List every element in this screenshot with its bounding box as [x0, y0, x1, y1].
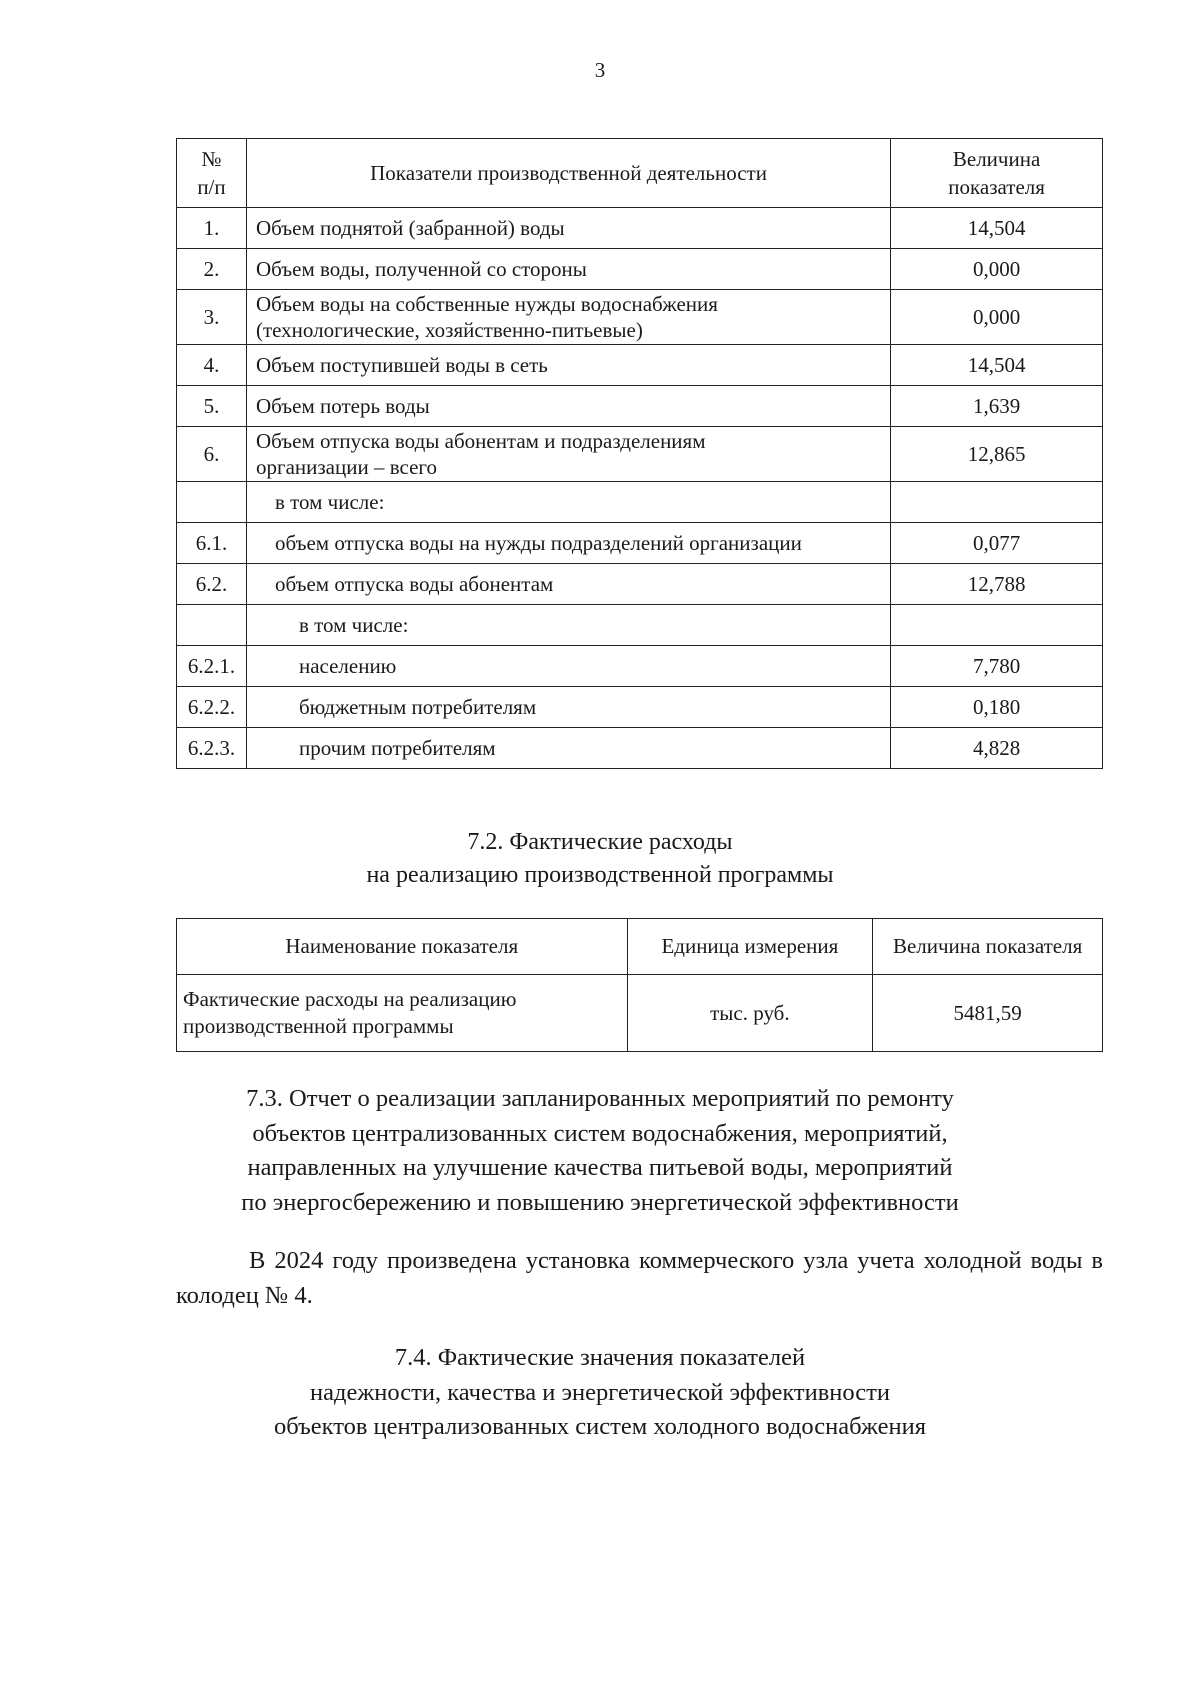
- header-unit: Единица измерения: [627, 919, 873, 975]
- table-row: [177, 482, 1103, 523]
- row-value: [891, 605, 1103, 646]
- row-label: [246, 564, 890, 605]
- row-value: 0,000: [891, 249, 1103, 290]
- header-num-line: №: [201, 147, 222, 171]
- production-table-body: [177, 208, 1103, 769]
- row-number: 6.2.: [177, 564, 247, 605]
- title-line: объектов централизованных систем водоснабжения, мероприятий,: [252, 1119, 948, 1147]
- header-value-line: показателя: [948, 175, 1045, 199]
- row-label: [246, 290, 890, 345]
- row-value: 7,780: [891, 646, 1103, 687]
- table-row: [177, 687, 1103, 728]
- table-row: [177, 249, 1103, 290]
- row-label: [246, 345, 890, 386]
- row-value: 12,865: [891, 427, 1103, 482]
- row-value: 0,180: [891, 687, 1103, 728]
- title-line: по энергосбережению и повышению энергетической эффективности: [241, 1188, 959, 1216]
- table-row: [177, 564, 1103, 605]
- table-header-row: [177, 139, 1103, 208]
- row-label-line: в том числе:: [298, 613, 409, 637]
- row-label-line: организации – всего: [255, 455, 437, 479]
- production-indicators-table: [176, 138, 1103, 769]
- row-label-line: в том числе:: [274, 490, 385, 514]
- row-value: 14,504: [891, 345, 1103, 386]
- table-row: [177, 345, 1103, 386]
- row-label: [246, 728, 890, 769]
- header-indicator: Показатели производственной деятельности: [246, 139, 890, 208]
- title-line: направленных на улучшение качества питьевой воды, мероприятий: [247, 1154, 953, 1181]
- row-number: 6.2.1.: [177, 646, 247, 687]
- section-7-2-title: [0, 826, 1200, 892]
- title-line: 7.3. Отчет о реализации запланированных мероприятий по ремонту: [246, 1085, 954, 1112]
- title-line: на реализацию производственной программы: [366, 862, 834, 888]
- row-label: [246, 386, 890, 427]
- row-label: [246, 523, 890, 564]
- row-label: [246, 687, 890, 728]
- row-number: [177, 482, 247, 523]
- table-row: [177, 523, 1103, 564]
- paragraph-text: В 2024 году произведена установка коммерческого узла учета холодной воды в колодец № 4.: [176, 1247, 1103, 1309]
- row-label: [246, 249, 890, 290]
- title-line: надежности, качества и энергетической эффективности: [310, 1378, 890, 1406]
- table-row: [177, 975, 1103, 1052]
- row-label: [246, 208, 890, 249]
- table-header-row: [177, 919, 1103, 975]
- table-row: [177, 290, 1103, 345]
- header-name: Наименование показателя: [177, 919, 628, 975]
- row-number: 3.: [177, 290, 247, 345]
- table-row: [177, 646, 1103, 687]
- section-7-3-title: [0, 1082, 1200, 1220]
- row-value: 0,000: [891, 290, 1103, 345]
- row-number: 6.1.: [177, 523, 247, 564]
- row-value: 0,077: [891, 523, 1103, 564]
- table-row: [177, 208, 1103, 249]
- table-row: [177, 386, 1103, 427]
- expense-value: 5481,59: [873, 975, 1103, 1052]
- title-line: объектов централизованных систем холодного водоснабжения: [274, 1413, 926, 1440]
- row-value: 1,639: [891, 386, 1103, 427]
- section-7-3-paragraph: [176, 1243, 1103, 1313]
- row-number: 1.: [177, 208, 247, 249]
- expense-name-line: производственной программы: [183, 1014, 454, 1038]
- expense-name: [177, 975, 628, 1052]
- table-row: [177, 728, 1103, 769]
- expense-name-line: Фактические расходы на реализацию: [183, 987, 517, 1011]
- header-value-line: Величина: [952, 147, 1041, 171]
- row-label-line: Объем поступившей воды в сеть: [255, 353, 548, 377]
- section-7-4-title: [0, 1341, 1200, 1445]
- row-label-line: Объем воды, полученной со стороны: [255, 257, 587, 281]
- row-number: 4.: [177, 345, 247, 386]
- row-value: 12,788: [891, 564, 1103, 605]
- row-number: 6.2.2.: [177, 687, 247, 728]
- row-label: [246, 482, 890, 523]
- page-number: 3: [594, 58, 606, 82]
- row-number: [177, 605, 247, 646]
- row-number: 6.: [177, 427, 247, 482]
- row-number: 2.: [177, 249, 247, 290]
- row-label: [246, 646, 890, 687]
- title-line: 7.2. Фактические расходы: [467, 829, 733, 855]
- header-value: [891, 139, 1103, 208]
- row-number: 5.: [177, 386, 247, 427]
- table-row: [177, 605, 1103, 646]
- row-label-line: Объем отпуска воды абонентам и подразделениям: [255, 429, 706, 453]
- row-number: 6.2.3.: [177, 728, 247, 769]
- row-label-line: Объем поднятой (забранной) воды: [255, 216, 565, 240]
- row-value: [891, 482, 1103, 523]
- table-row: [177, 427, 1103, 482]
- row-value: 4,828: [891, 728, 1103, 769]
- header-value: Величина показателя: [873, 919, 1103, 975]
- title-line: 7.4. Фактические значения показателей: [394, 1344, 806, 1371]
- row-label-line: объем отпуска воды на нужды подразделений организации: [274, 531, 802, 555]
- row-label-line: населению: [298, 654, 397, 678]
- row-label-line: объем отпуска воды абонентам: [274, 572, 554, 596]
- row-value: 14,504: [891, 208, 1103, 249]
- row-label: [246, 605, 890, 646]
- row-label: [246, 427, 890, 482]
- header-num-line: п/п: [197, 175, 226, 199]
- expenses-table: [176, 918, 1103, 1052]
- header-num: [177, 139, 247, 208]
- row-label-line: прочим потребителям: [298, 736, 496, 760]
- row-label-line: (технологические, хозяйственно-питьевые): [255, 318, 643, 342]
- expense-unit: тыс. руб.: [627, 975, 873, 1052]
- row-label-line: бюджетным потребителям: [298, 695, 537, 719]
- row-label-line: Объем воды на собственные нужды водоснабжения: [255, 292, 718, 316]
- row-label-line: Объем потерь воды: [255, 394, 430, 418]
